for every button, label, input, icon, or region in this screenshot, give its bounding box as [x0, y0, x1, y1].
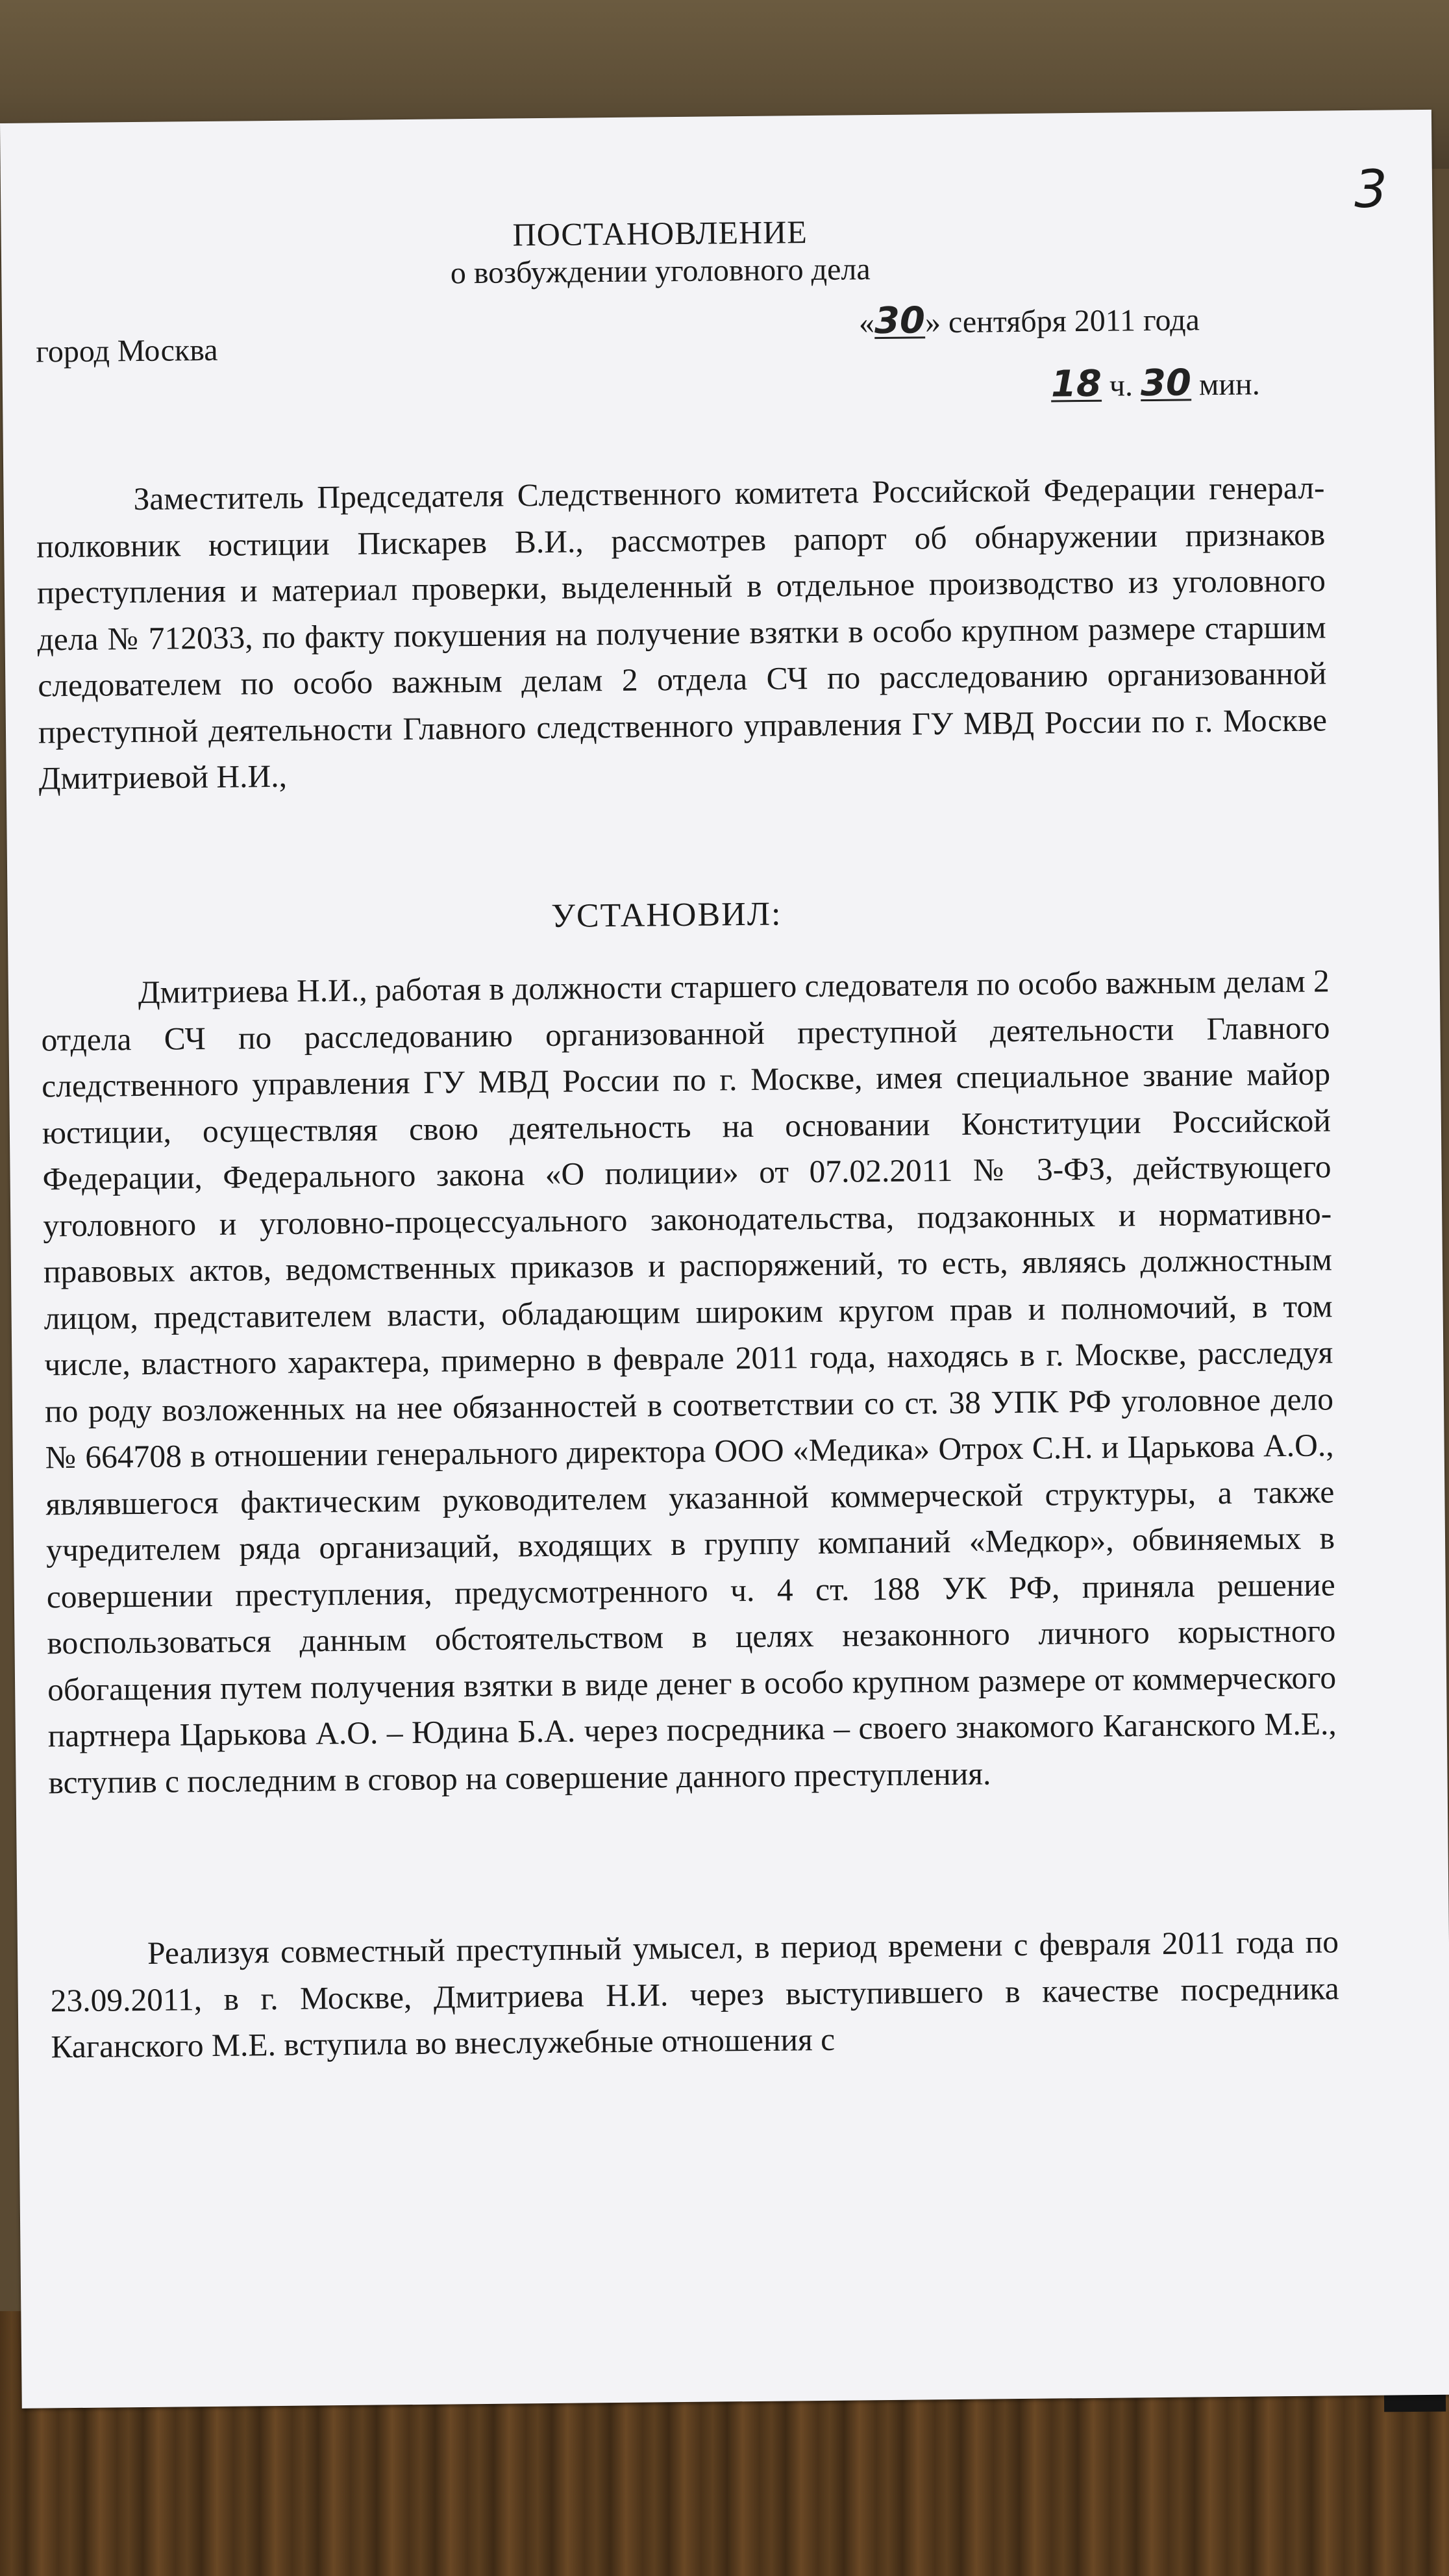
continuation-paragraph: Реализуя совместный преступный умысел, в период времени с февраля 2011 года по 23.09.2011, в г. Москве, Дмитриева Н.И. через выступившего в качестве посредника Каганского М.Е. вступила во внеслужебные отношения с [50, 1924, 1339, 2065]
date-line [859, 297, 1200, 342]
handwritten-page-number: 3 [1354, 158, 1388, 219]
city-line: город Москва [36, 332, 218, 369]
findings-paragraph: Дмитриева Н.И., работая в должности старшего следователя по особо важным делам 2 отдела СЧ по расследованию организованной преступной деятельности Главного следственного управления ГУ МВД России по г. Москве, имея специальное звание майор юстиции, осуществляя свою деятельность на основании Конституции Российской Федерации, Федерального закона «О полиции» от 07.02.2011 № 3-ФЗ, действующего уголовного и уголовно-процессуального законодательства, подзаконных и нормативно-правовых актов, ведомственных приказов и распоряжений, то есть, являясь должностным лицом, представителем власти, обладающим широким кругом прав и полномочий, в том числе, властного характера, примерно в феврале 2011 года, находясь в г. Москве, расследуя по роду возложенных на нее обязанностей в соответствии со ст. 38 УПК РФ уголовное дело № 664708 в отношении генерального директора ООО «Медика» Отрох С.Н. и Царькова А.О., являвшегося фактическим руководителем указанной коммерческой структуры, а также учредителем ряда организаций, входящих в группу компаний «Медкор», обвиняемых в совершении преступления, предусмотренного ч. 4 ст. 188 УК РФ, приняла решение воспользоваться данным обстоятельством в целях незаконного личного корыстного обогащения путем получения взятки в виде денег в особо крупном размере от коммерческого партнера Царькова А.О. – Юдина Б.А. через посредника – своего знакомого Каганского М.Е., вступив с последним в сговор на совершение данного преступления. [41, 963, 1337, 1800]
intro-paragraph: Заместитель Председателя Следственного комитета Российской Федерации генерал-полковник юстиции Пискарев В.И., рассмотрев рапорт об обнаружении признаков преступления и материал проверки, выделенный в отдельное производство из уголовного дела № 712033, по факту покушения на получение взятки в особо крупном размере старшим следователем по особо важным делам 2 отдела СЧ по расследованию организованной преступной деятельности Главного следственного управления ГУ МВД России по г. Москве Дмитриевой Н.И., [36, 469, 1328, 797]
time-line [1051, 361, 1260, 405]
date-open-quote: « [858, 306, 875, 341]
document-page [0, 110, 1449, 2409]
document-subtitle: о возбуждении уголовного дела [450, 252, 871, 291]
time-hours-handwritten: 18 [1050, 362, 1102, 406]
date-day-handwritten: 30 [874, 299, 926, 343]
document-title: ПОСТАНОВЛЕНИЕ [512, 214, 808, 253]
date-month-year: » сентября 2011 года [924, 303, 1200, 340]
section-heading: УСТАНОВИЛ: [551, 895, 782, 935]
time-hours-suffix: ч. [1101, 368, 1141, 403]
time-minutes-suffix: мин. [1191, 367, 1260, 402]
time-minutes-handwritten: 30 [1140, 362, 1192, 405]
